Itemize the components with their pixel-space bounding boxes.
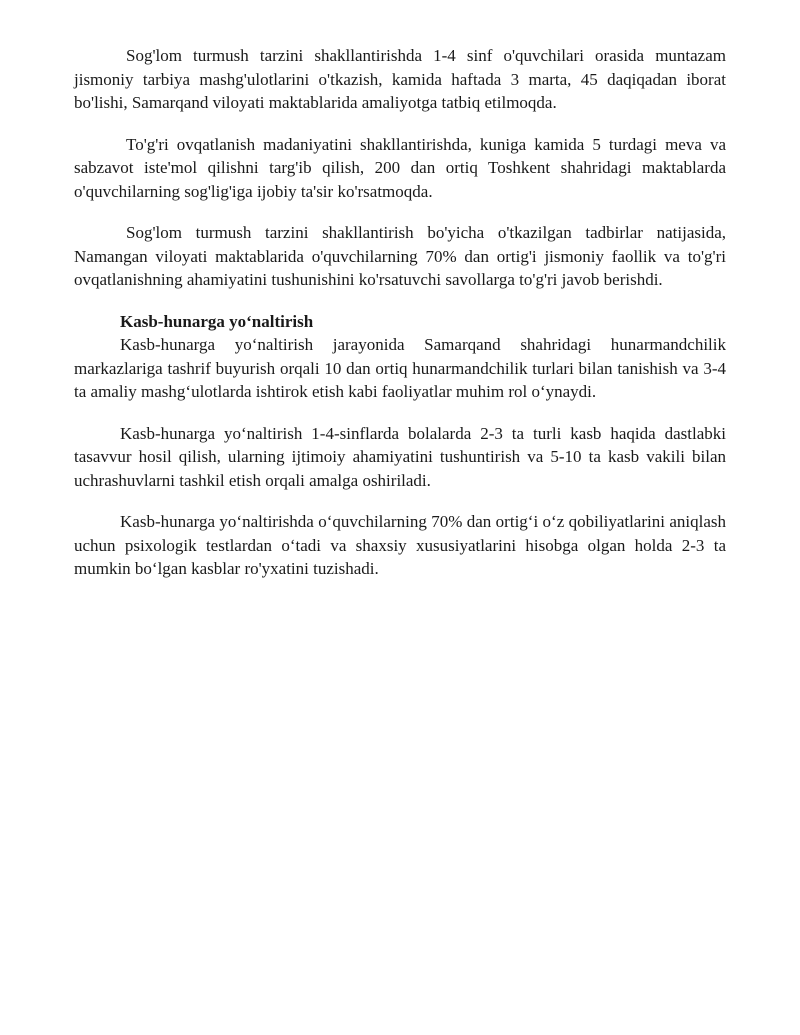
paragraph: Kasb-hunarga yo‘naltirish 1-4-sinflarda bolalarda 2-3 ta turli kasb haqida dastlabki tasavvur hosil qilish, ularning ijtimoiy ahamiyatini tushuntirish va 5-10 ta kasb vakili bilan uchrashuvlarni tashkil etish orqali amalga oshiriladi. [74,423,726,490]
section-healthy-lifestyle [74,44,726,292]
document-page [74,44,726,599]
paragraph: Kasb-hunarga yo‘naltirish jarayonida Samarqand shahridagi hunarmandchilik markazlariga tashrif buyurish orqali 10 dan ortiq hunarmandchilik turlari bilan tanishish va 3-4 ta amaliy mashg‘ulotlarda ishtirok etish kabi faoliyatlar muhim rol o‘ynaydi. [74,335,726,401]
paragraph: Kasb-hunarga yo‘naltirishda o‘quvchilarning 70% dan ortig‘i o‘z qobiliyatlarini aniqlash uchun psixologik testlardan o‘tadi va shaxsiy xususiyatlarini hisobga olgan holda 2-3 ta mumkin bo‘lgan kasblar ro'yxatini tuzishadi. [74,512,726,578]
paragraph: Sog'lom turmush tarzini shakllantirishda 1-4 sinf o'quvchilari orasida muntazam jismoniy tarbiya mashg'ulotlarini o'tkazish, kamida haftada 3 marta, 45 daqiqadan iborat bo'lishi, Samarqand viloyati maktablarida amaliyotga tatbiq etilmoqda. [74,46,726,112]
section-heading: Kasb-hunarga yo‘naltirish [120,311,314,331]
section-career-guidance [74,310,726,581]
paragraph: To'g'ri ovqatlanish madaniyatini shakllantirishda, kuniga kamida 5 turdagi meva va sabzavot iste'mol qilishni targ'ib qilish, 200 dan ortiq Toshkent shahridagi maktablarda o'quvchilarning sog'lig'iga ijobiy ta'sir ko'rsatmoqda. [74,134,726,201]
paragraph: Sog'lom turmush tarzini shakllantirish bo'yicha o'tkazilgan tadbirlar natijasida, Namangan viloyati maktablarida o'quvchilarning 70% dan ortig'i jismoniy faollik va to'g'ri ovqatlanishning ahamiyatini tushunishini ko'rsatuvchi savollarga to'g'ri javob berishdi. [74,223,726,289]
